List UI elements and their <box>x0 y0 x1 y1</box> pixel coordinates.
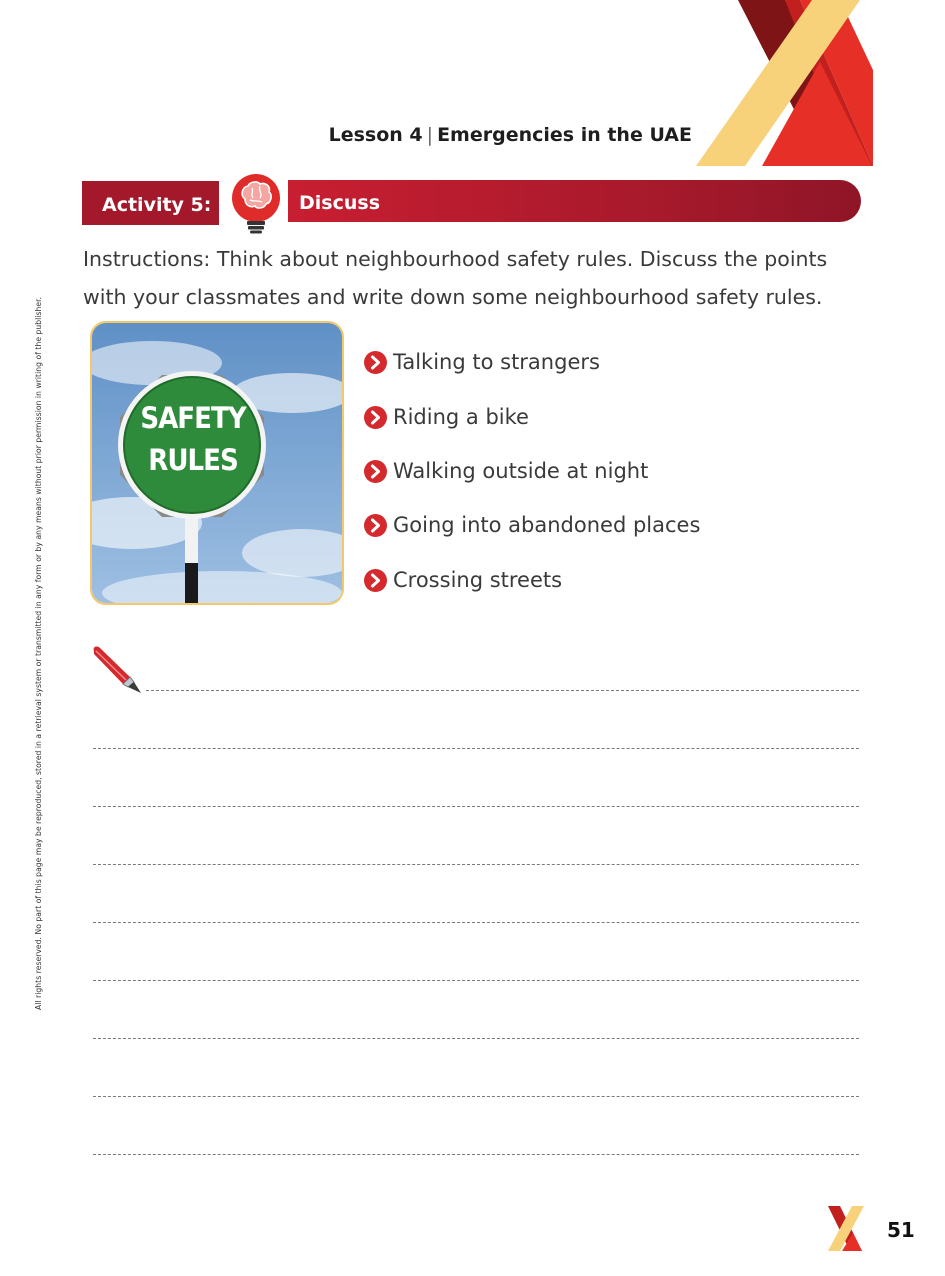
brain-lightbulb-icon <box>228 173 284 235</box>
lesson-label: Lesson 4 <box>328 124 423 146</box>
list-item <box>364 511 700 539</box>
activity-label: Activity 5: <box>82 181 219 225</box>
point-text: Talking to strangers <box>393 350 600 374</box>
point-text: Riding a bike <box>393 405 529 429</box>
list-item <box>364 403 529 431</box>
writing-line[interactable] <box>93 806 859 807</box>
chevron-right-icon <box>364 460 387 483</box>
point-text: Crossing streets <box>393 568 563 592</box>
page-number: 51 <box>887 1218 915 1242</box>
chevron-right-icon <box>364 406 387 429</box>
chevron-right-icon <box>364 351 387 374</box>
point-text: Walking outside at night <box>393 459 649 483</box>
writing-line[interactable] <box>93 748 859 749</box>
copyright-notice: All rights reserved. No part of this page may be reproduced, stored in a retrieval system or transmitted in any form or by any means without prior permission in writing of the publisher. <box>34 296 43 1010</box>
chevron-right-icon <box>364 514 387 537</box>
safety-rules-photo <box>90 321 344 605</box>
activity-type-banner: Discuss <box>288 180 861 222</box>
instructions-text: Instructions: Think about neighbourhood safety rules. Discuss the points with your classmates and write down some neighbourhood safety rules. <box>83 247 828 309</box>
list-item <box>364 348 600 376</box>
corner-decoration <box>690 0 945 170</box>
writing-line[interactable] <box>93 1154 859 1155</box>
lesson-separator: | <box>426 124 434 146</box>
publisher-logo-icon <box>828 1206 872 1251</box>
writing-line[interactable] <box>93 1096 859 1097</box>
writing-line[interactable] <box>93 922 859 923</box>
writing-line[interactable] <box>93 864 859 865</box>
writing-line[interactable] <box>146 690 859 691</box>
lesson-header <box>329 124 692 146</box>
sign-text <box>118 397 268 481</box>
list-item <box>364 457 648 485</box>
chevron-right-icon <box>364 569 387 592</box>
point-text: Going into abandoned places <box>393 513 701 537</box>
sign-line-2: RULES <box>148 443 238 477</box>
writing-line[interactable] <box>93 1038 859 1039</box>
writing-line[interactable] <box>93 980 859 981</box>
sign-line-1: SAFETY <box>140 401 246 435</box>
lesson-title: Emergencies in the UAE <box>437 124 692 146</box>
pen-icon <box>90 645 144 695</box>
list-item <box>364 566 562 594</box>
